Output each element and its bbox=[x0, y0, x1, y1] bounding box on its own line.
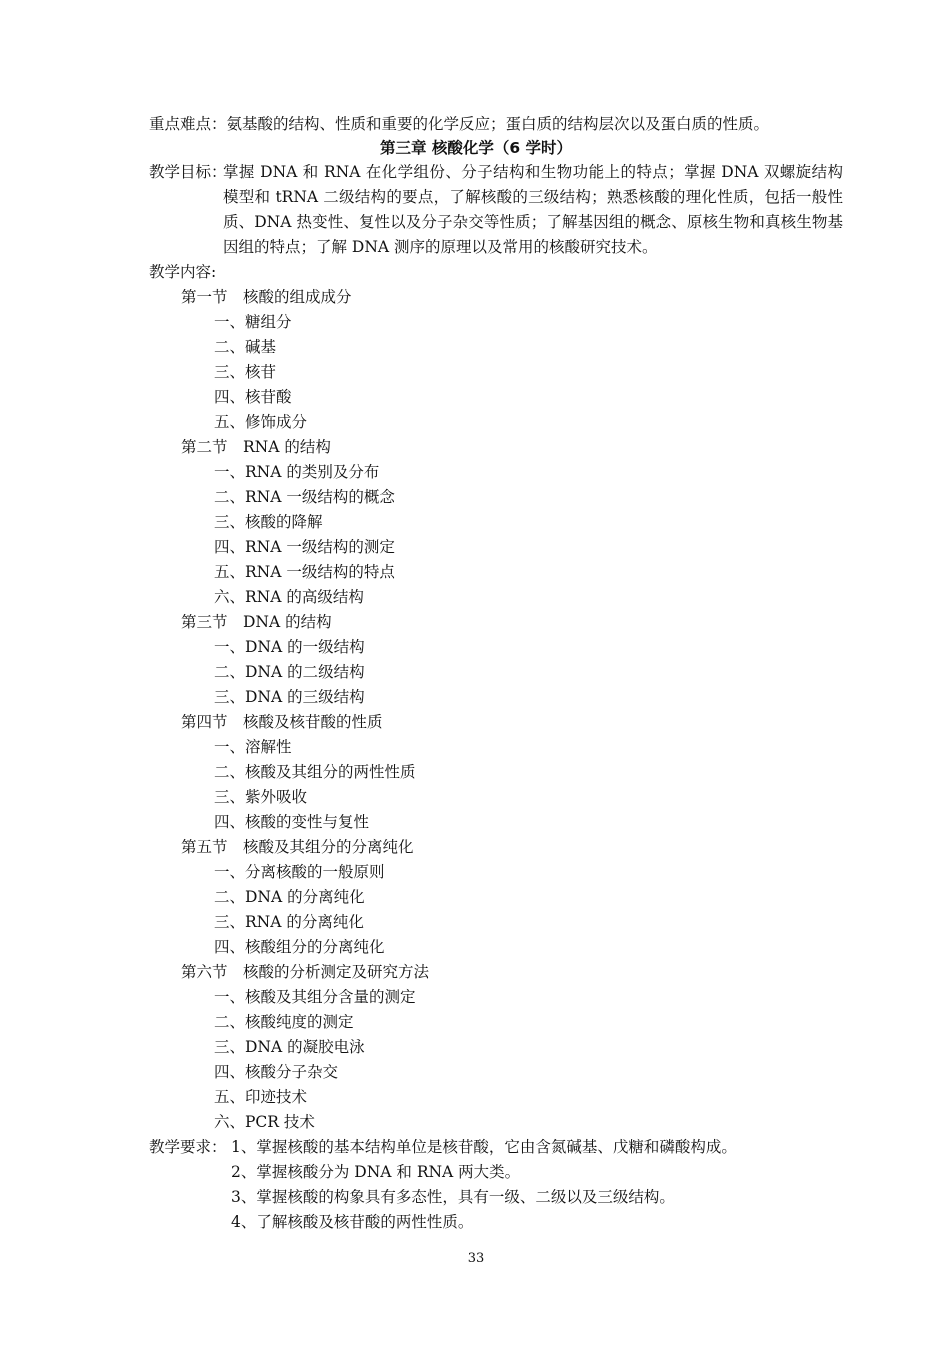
list-item: 一、DNA 的一级结构 bbox=[214, 638, 365, 656]
list-item: 三、RNA 的分离纯化 bbox=[214, 913, 364, 931]
section-title: 第四节 核酸及核苷酸的性质 bbox=[181, 713, 383, 731]
list-item: 五、印迹技术 bbox=[214, 1088, 308, 1106]
list-item: 五、RNA 一级结构的特点 bbox=[214, 563, 395, 581]
list-item: 二、核酸及其组分的两性性质 bbox=[214, 763, 416, 781]
requirement-item: 1、掌握核酸的基本结构单位是核苷酸，它由含氮碱基、戊糖和磷酸构成。 bbox=[231, 1138, 737, 1156]
section-title: 第六节 核酸的分析测定及研究方法 bbox=[181, 963, 430, 981]
list-item: 三、核酸的降解 bbox=[214, 513, 323, 531]
chapter-title: 第三章 核酸化学（6 学时） bbox=[379, 139, 573, 157]
section-title: 第三节 DNA 的结构 bbox=[181, 613, 332, 631]
list-item: 三、DNA 的三级结构 bbox=[214, 688, 365, 706]
list-item: 一、糖组分 bbox=[214, 313, 292, 331]
list-item: 二、DNA 的分离纯化 bbox=[214, 888, 365, 906]
list-item: 一、溶解性 bbox=[214, 738, 292, 756]
section-title: 第一节 核酸的组成成分 bbox=[181, 288, 352, 306]
list-item: 二、DNA 的二级结构 bbox=[214, 663, 365, 681]
key-points-line: 重点难点：氨基酸的结构、性质和重要的化学反应；蛋白质的结构层次以及蛋白质的性质。 bbox=[149, 115, 770, 133]
list-item: 六、RNA 的高级结构 bbox=[214, 588, 364, 606]
list-item: 三、紫外吸收 bbox=[214, 788, 308, 806]
teaching-goal-label: 教学目标： bbox=[149, 163, 227, 181]
list-item: 二、核酸纯度的测定 bbox=[214, 1013, 354, 1031]
teaching-goal-text: 掌握 DNA 和 RNA 在化学组份、分子结构和生物功能上的特点；掌握 DNA 双螺旋结构模型和 tRNA 二级结构的要点，了解核酸的三级结构；熟悉核酸的理化性质，包括一般性质、DNA 热变性、复性以及分子杂交等性质；了解基因组的概念、原核生物和真核生物基因组的特点；了解 DNA 测序的原理以及常用的核酸研究技术。 bbox=[223, 163, 843, 256]
requirement-item: 3、掌握核酸的构象具有多态性，具有一级、二级以及三级结构。 bbox=[231, 1188, 675, 1206]
list-item: 四、RNA 一级结构的测定 bbox=[214, 538, 395, 556]
list-item: 二、RNA 一级结构的概念 bbox=[214, 488, 395, 506]
teaching-content-label: 教学内容: bbox=[149, 263, 217, 281]
list-item: 三、核苷 bbox=[214, 363, 277, 381]
list-item: 三、DNA 的凝胶电泳 bbox=[214, 1038, 365, 1056]
list-item: 一、分离核酸的一般原则 bbox=[214, 863, 385, 881]
teaching-requirements-label: 教学要求： bbox=[149, 1138, 227, 1156]
list-item: 四、核苷酸 bbox=[214, 388, 292, 406]
section-title: 第五节 核酸及其组分的分离纯化 bbox=[181, 838, 414, 856]
list-item: 四、核酸组分的分离纯化 bbox=[214, 938, 385, 956]
page-number: 33 bbox=[467, 1251, 485, 1266]
list-item: 二、碱基 bbox=[214, 338, 277, 356]
list-item: 一、RNA 的类别及分布 bbox=[214, 463, 380, 481]
list-item: 六、PCR 技术 bbox=[214, 1113, 315, 1131]
requirement-item: 2、掌握核酸分为 DNA 和 RNA 两大类。 bbox=[231, 1163, 521, 1181]
list-item: 四、核酸分子杂交 bbox=[214, 1063, 339, 1081]
list-item: 四、核酸的变性与复性 bbox=[214, 813, 370, 831]
section-title: 第二节 RNA 的结构 bbox=[181, 438, 331, 456]
list-item: 一、核酸及其组分含量的测定 bbox=[214, 988, 416, 1006]
list-item: 五、修饰成分 bbox=[214, 413, 308, 431]
requirement-item: 4、了解核酸及核苷酸的两性性质。 bbox=[231, 1213, 474, 1231]
